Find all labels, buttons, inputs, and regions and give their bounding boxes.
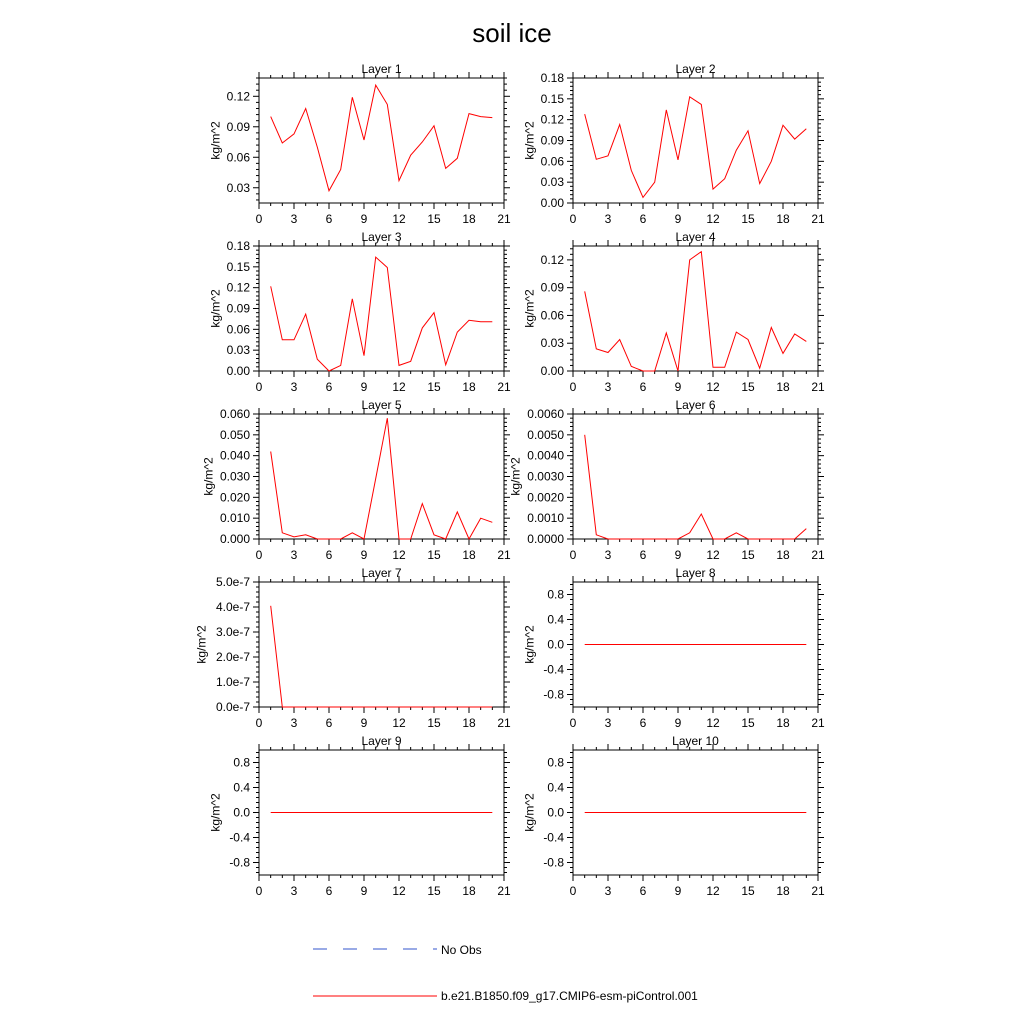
y-tick-label: 0.4: [547, 612, 564, 627]
x-tick-label: 9: [674, 380, 682, 394]
x-tick-label: 21: [497, 212, 511, 226]
y-tick-label: 0.03: [540, 175, 564, 190]
y-tick-label: 0.060: [219, 407, 250, 421]
x-tick-label: 21: [497, 548, 511, 562]
x-tick-label: 9: [360, 212, 368, 226]
y-tick-label: 0.00: [540, 364, 564, 378]
x-tick-label: 3: [604, 884, 612, 898]
y-axis-label: kg/m^2: [194, 625, 209, 664]
chart-panel-7: [195, 566, 511, 730]
x-tick-label: 15: [427, 380, 441, 394]
x-tick-label: 9: [674, 884, 682, 898]
plot-frame: [573, 414, 818, 539]
x-tick-label: 15: [741, 548, 755, 562]
y-tick-label: 0.0030: [527, 469, 564, 484]
x-tick-label: 15: [741, 884, 755, 898]
y-axis-label: kg/m^2: [208, 793, 223, 832]
y-tick-label: 3.0e-7: [215, 625, 250, 639]
y-tick-label: 0.0060: [527, 407, 564, 421]
x-tick-label: 9: [360, 380, 368, 394]
y-tick-label: 0.0040: [527, 448, 564, 463]
panel-title: Layer 1: [361, 62, 402, 76]
x-tick-label: 6: [639, 380, 647, 394]
y-tick-label: 0.12: [540, 252, 564, 267]
y-axis-label: kg/m^2: [522, 289, 537, 328]
y-tick-label: -0.4: [543, 830, 564, 845]
x-tick-label: 12: [706, 884, 720, 898]
x-tick-label: 0: [569, 212, 577, 226]
y-tick-label: 0.050: [219, 427, 250, 442]
x-tick-label: 3: [604, 548, 612, 562]
y-tick-label: 0.0050: [527, 427, 564, 442]
panel-title: Layer 4: [675, 230, 716, 244]
chart-panel-9: [208, 734, 511, 898]
y-tick-label: 0.00: [540, 196, 564, 210]
x-tick-label: 18: [462, 212, 476, 226]
y-tick-label: 0.0000: [527, 532, 564, 546]
y-tick-label: 0.0: [547, 805, 564, 820]
y-tick-label: 0.06: [226, 322, 250, 337]
panel-title: Layer 10: [672, 734, 719, 748]
plot-frame: [259, 582, 504, 707]
x-tick-label: 9: [674, 548, 682, 562]
x-tick-label: 0: [569, 380, 577, 394]
y-tick-label: 0.0010: [527, 511, 564, 526]
chart-panel-2: [522, 62, 825, 226]
x-tick-label: 3: [290, 212, 298, 226]
x-tick-label: 6: [639, 548, 647, 562]
x-tick-label: 15: [427, 212, 441, 226]
x-tick-label: 0: [255, 212, 263, 226]
legend: [313, 943, 698, 1003]
y-axis-label: kg/m^2: [522, 793, 537, 832]
x-tick-label: 3: [290, 380, 298, 394]
y-tick-label: 0.15: [226, 259, 250, 274]
panels: [195, 62, 825, 898]
y-axis-label: kg/m^2: [522, 121, 537, 160]
x-tick-label: 18: [462, 884, 476, 898]
y-tick-label: 0.06: [540, 308, 564, 323]
y-axis-label: kg/m^2: [201, 457, 216, 496]
x-tick-label: 12: [392, 380, 406, 394]
x-tick-label: 12: [706, 716, 720, 730]
x-tick-label: 0: [255, 884, 263, 898]
chart-panel-5: [202, 398, 511, 562]
x-tick-label: 9: [360, 548, 368, 562]
y-tick-label: 0.4: [547, 780, 564, 795]
x-tick-label: 18: [462, 716, 476, 730]
y-tick-label: 0.8: [233, 755, 250, 770]
panel-title: Layer 2: [675, 62, 716, 76]
panel-title: Layer 8: [675, 566, 716, 580]
x-tick-label: 6: [325, 212, 333, 226]
x-tick-label: 15: [741, 212, 755, 226]
x-tick-label: 6: [639, 716, 647, 730]
chart-panel-3: [208, 230, 511, 394]
x-tick-label: 18: [462, 548, 476, 562]
y-tick-label: 1.0e-7: [215, 675, 250, 689]
x-tick-label: 21: [811, 716, 825, 730]
chart-panel-1: [208, 62, 511, 226]
x-tick-label: 21: [497, 380, 511, 394]
y-tick-label: 5.0e-7: [215, 575, 250, 589]
x-tick-label: 21: [811, 212, 825, 226]
y-tick-label: 0.09: [540, 133, 564, 148]
y-tick-label: 0.18: [540, 71, 564, 85]
x-tick-label: 12: [392, 212, 406, 226]
plot-frame: [573, 78, 818, 203]
legend-obs-label: No Obs: [441, 943, 482, 957]
x-tick-label: 9: [360, 716, 368, 730]
y-tick-label: 0.0020: [527, 490, 564, 505]
x-tick-label: 18: [462, 380, 476, 394]
x-tick-label: 12: [706, 380, 720, 394]
y-tick-label: -0.4: [543, 662, 564, 677]
x-tick-label: 21: [811, 548, 825, 562]
x-tick-label: 15: [427, 716, 441, 730]
x-tick-label: 18: [776, 548, 790, 562]
series-line: [271, 85, 493, 191]
x-tick-label: 3: [604, 716, 612, 730]
series-line: [585, 435, 807, 539]
y-tick-label: 0.12: [540, 112, 564, 127]
x-tick-label: 6: [639, 212, 647, 226]
x-tick-label: 18: [776, 884, 790, 898]
x-tick-label: 6: [325, 380, 333, 394]
panel-title: Layer 5: [361, 398, 402, 412]
y-tick-label: 0.03: [540, 336, 564, 351]
y-tick-label: 0.020: [219, 490, 250, 505]
y-axis-label: kg/m^2: [208, 289, 223, 328]
y-tick-label: 0.040: [219, 448, 250, 463]
y-tick-label: -0.8: [543, 855, 564, 870]
x-tick-label: 3: [604, 212, 612, 226]
y-tick-label: 0.0: [547, 637, 564, 652]
y-tick-label: 0.18: [226, 239, 250, 253]
y-tick-label: 0.06: [540, 154, 564, 169]
panel-title: Layer 6: [675, 398, 716, 412]
x-tick-label: 9: [674, 212, 682, 226]
y-tick-label: 2.0e-7: [215, 650, 250, 664]
y-tick-label: -0.4: [229, 830, 250, 845]
chart-panel-4: [522, 230, 825, 394]
x-tick-label: 21: [497, 884, 511, 898]
y-axis-label: kg/m^2: [522, 625, 537, 664]
plot-frame: [259, 78, 504, 203]
x-tick-label: 3: [290, 884, 298, 898]
y-axis-label: kg/m^2: [208, 121, 223, 160]
y-tick-label: 0.03: [226, 343, 250, 358]
series-line: [271, 257, 493, 371]
y-tick-label: 0.09: [540, 280, 564, 295]
series-line: [585, 97, 807, 198]
x-tick-label: 15: [741, 380, 755, 394]
x-tick-label: 21: [811, 884, 825, 898]
series-line: [271, 418, 493, 539]
x-tick-label: 0: [569, 548, 577, 562]
y-tick-label: 0.09: [226, 119, 250, 134]
chart-panel-8: [522, 566, 825, 730]
x-tick-label: 12: [392, 716, 406, 730]
y-tick-label: 4.0e-7: [215, 600, 250, 614]
y-tick-label: 0.00: [226, 364, 250, 378]
x-tick-label: 3: [604, 380, 612, 394]
x-tick-label: 15: [427, 548, 441, 562]
y-tick-label: 0.09: [226, 301, 250, 316]
y-tick-label: -0.8: [229, 855, 250, 870]
plot-frame: [259, 414, 504, 539]
y-tick-label: 0.15: [540, 91, 564, 106]
y-tick-label: 0.0: [233, 805, 250, 820]
y-tick-label: 0.03: [226, 180, 250, 195]
chart-panel-6: [509, 398, 825, 562]
plot-frame: [573, 246, 818, 371]
x-tick-label: 9: [360, 884, 368, 898]
chart-panel-10: [522, 734, 825, 898]
panel-title: Layer 9: [361, 734, 402, 748]
y-tick-label: 0.8: [547, 587, 564, 602]
y-tick-label: 0.030: [219, 469, 250, 484]
y-tick-label: 0.010: [219, 511, 250, 526]
y-tick-label: -0.8: [543, 687, 564, 702]
plot-frame: [259, 246, 504, 371]
x-tick-label: 0: [255, 380, 263, 394]
x-tick-label: 6: [325, 884, 333, 898]
figure-title: soil ice: [472, 18, 552, 48]
x-tick-label: 3: [290, 716, 298, 730]
x-tick-label: 12: [706, 548, 720, 562]
y-tick-label: 0.12: [226, 280, 250, 295]
x-tick-label: 6: [325, 716, 333, 730]
x-tick-label: 12: [392, 548, 406, 562]
legend-model-label: b.e21.B1850.f09_g17.CMIP6-esm-piControl.001: [441, 989, 698, 1003]
x-tick-label: 0: [569, 884, 577, 898]
x-tick-label: 21: [811, 380, 825, 394]
x-tick-label: 18: [776, 212, 790, 226]
x-tick-label: 18: [776, 380, 790, 394]
x-tick-label: 9: [674, 716, 682, 730]
series-line: [271, 606, 493, 707]
y-tick-label: 0.4: [233, 780, 250, 795]
series-line: [585, 252, 807, 371]
y-tick-label: 0.000: [219, 532, 250, 546]
x-tick-label: 0: [255, 716, 263, 730]
x-tick-label: 15: [741, 716, 755, 730]
x-tick-label: 3: [290, 548, 298, 562]
y-tick-label: 0.0e-7: [215, 700, 250, 714]
x-tick-label: 21: [497, 716, 511, 730]
y-tick-label: 0.8: [547, 755, 564, 770]
y-axis-label: kg/m^2: [508, 457, 523, 496]
y-tick-label: 0.12: [226, 89, 250, 104]
x-tick-label: 0: [255, 548, 263, 562]
panel-title: Layer 3: [361, 230, 402, 244]
x-tick-label: 6: [639, 884, 647, 898]
x-tick-label: 12: [392, 884, 406, 898]
x-tick-label: 6: [325, 548, 333, 562]
x-tick-label: 12: [706, 212, 720, 226]
x-tick-label: 15: [427, 884, 441, 898]
x-tick-label: 0: [569, 716, 577, 730]
panel-title: Layer 7: [361, 566, 402, 580]
x-tick-label: 18: [776, 716, 790, 730]
y-tick-label: 0.06: [226, 150, 250, 165]
